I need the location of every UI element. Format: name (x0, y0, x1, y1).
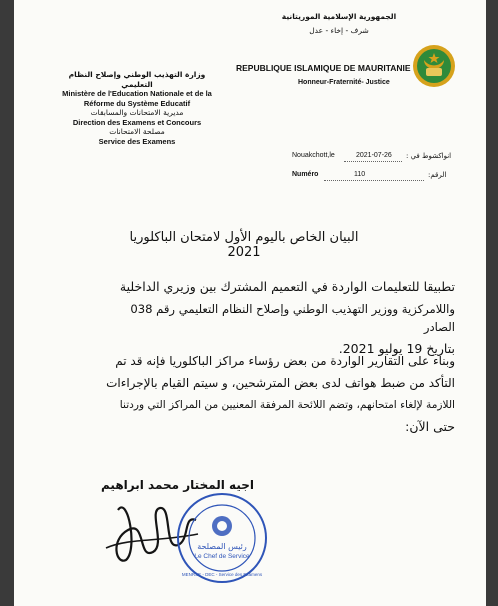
header-fr-ministry-2: Réforme du Système Educatif (83, 98, 191, 108)
number-field-line (324, 171, 424, 181)
paragraph-1-line: تطبيقا للتعليمات الواردة في التعميم المشترك بين وزيري الداخلية (119, 279, 455, 294)
header-ar-ministry: وزارة التهذيب الوطني وإصلاح النظام التعليمي (68, 70, 206, 89)
paragraph-1 (100, 278, 455, 358)
header-fr-service: Service des Examens (98, 136, 176, 146)
stamp-ar-label: رئيس المصلحة (197, 542, 247, 551)
header-fr-ministry-1: Ministère de l'Education Nationale et de la (62, 89, 212, 98)
date-field-label-fr: Nouakchott,le (292, 152, 335, 159)
paragraph-2 (100, 352, 455, 436)
paragraph-2-line: حتى الآن: (405, 419, 455, 434)
number-value: 110 (354, 171, 366, 178)
header-ar-service: مصلحة الامتحانات (109, 127, 165, 136)
number-field-label-fr: Numéro (292, 171, 319, 178)
paragraph-2-line: التأكد من ضبط هواتف لدى بعض المترشحين، و سيتم القيام بالإجراءات (106, 376, 455, 390)
header-ar-direction: مديرية الامتحانات والمسابقات (90, 108, 184, 117)
signatory-name: اجيه المختار محمد ابراهيم (101, 478, 254, 492)
paragraph-2-line: وبناء على التقارير الواردة من بعض رؤساء مراكز الباكلوريا فإنه قد تم (115, 354, 455, 368)
header-ar-motto: شرف - إخاء - عدل (309, 26, 369, 35)
mauritania-emblem (412, 44, 456, 88)
paragraph-1-line: واللامركزية ووزير التهذيب الوطني وإصلاح النظام التعليمي رقم 038 الصادر (130, 302, 455, 334)
header-fr-title: REPUBLIQUE ISLAMIQUE DE MAURITANIE (236, 63, 411, 73)
header-fr-direction: Direction des Examens et Concours (72, 117, 202, 127)
date-value: 2021-07-26 (356, 152, 392, 159)
header-ar-title: الجمهورية الإسلامية الموريتانية (281, 12, 397, 21)
number-field-label-ar: الرقم: (428, 171, 447, 179)
date-field-line (344, 152, 402, 162)
document-title: البيان الخاص باليوم الأول لامتحان الباكلوريا 2021 (129, 230, 359, 260)
official-stamp (176, 492, 268, 584)
date-field-label-ar: انواكشوط في : (406, 152, 452, 160)
header-left-block (52, 70, 222, 146)
stamp-ring-text: MENRSE - DEC - Service des Examens (181, 572, 263, 577)
stamp-fr-label: Le Chef de Service (194, 553, 250, 560)
header-fr-motto: Honneur-Fraternité- Justice (298, 79, 390, 86)
document-page (14, 0, 486, 606)
paragraph-2-line: اللازمة لإلغاء امتحانهم، وتضم اللائحة المرفقة المعنيين من المراكز التي وردتنا (119, 399, 455, 411)
paragraph-1-line: بتاريخ 19 يوليو 2021. (338, 341, 455, 356)
